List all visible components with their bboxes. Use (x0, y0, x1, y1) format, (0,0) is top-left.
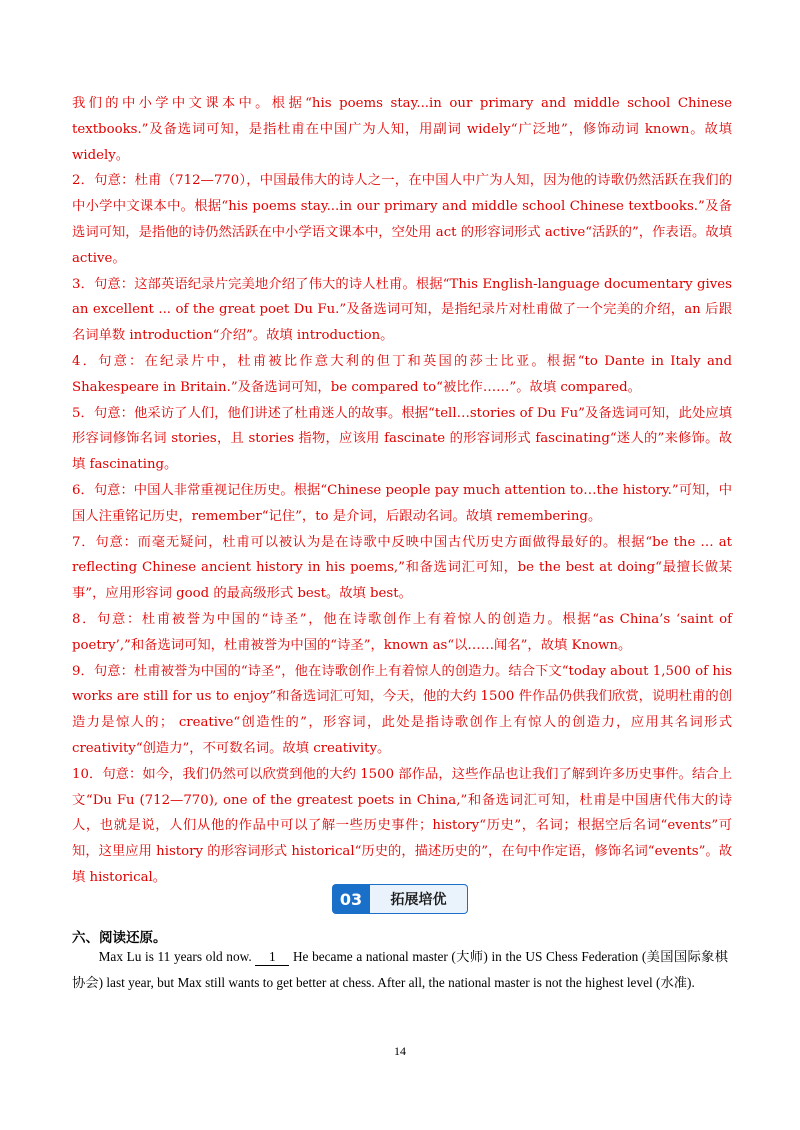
answer-paragraph: 我们的中小学中文课本中。根据“his poems stay...in our primary and middle school Chinese textbooks.”及备选词可知，是指杜甫在中国广为人知，用副词 widely“广泛地”，修饰动词 known。故填 widely。 (72, 96, 732, 163)
answer-explanations (72, 91, 732, 891)
answer-paragraph: 3．句意：这部英语纪录片完美地介绍了伟大的诗人杜甫。根据“This English-language documentary gives an excellent ... of the great poet Du Fu.”及备选词可知，是指纪录片对杜甫做了一个完美的介绍，an 后跟名词单数 introduction“介绍”。故填 introduction。 (72, 276, 732, 344)
passage-text-rest: He became a national master (大师) in the US Chess Federation (美国国际象棋协会) last year, but Max still wants to get better at chess. After all, the national master is not the highest level (水准). (72, 949, 729, 990)
answer-paragraph: 8．句意：杜甫被誉为中国的“诗圣”，他在诗歌创作上有着惊人的创造力。根据“as China’s ‘saint of poetry’,”和备选词可知，杜甫被誉为中国的“诗圣”，known as“以……闻名”，故填 Known。 (72, 611, 732, 653)
answer-paragraph: 2．句意：杜甫（712—770），中国最伟大的诗人之一，在中国人中广为人知，因为他的诗歌仍然活跃在我们的中小学中文课本中。根据“his poems stay...in our primary and middle school Chinese textbooks.”及备选词可知，是指他的诗仍然活跃在中小学语文课本中，空处用 act 的形容词形式 active“活跃的”，作表语。故填 active。 (72, 173, 732, 266)
passage-text-start: Max Lu is 11 years old now. (98, 949, 256, 964)
banner-title: 拓展培优 (370, 884, 468, 914)
answer-paragraph: 5．句意：他采访了人们，他们讲述了杜甫迷人的故事。根据“tell…stories of Du Fu”及备选词可知，此处应填形容词修饰名词 stories，且 stories 指物，应该用 fascinate 的形容词形式 fascinating“迷人的”来修饰。故填 fascinating。 (72, 405, 732, 473)
answer-paragraph: 4．句意：在纪录片中，杜甫被比作意大利的但丁和英国的莎士比亚。根据“to Dante in Italy and Shakespeare in Britain.”及备选词可知，be compared to“被比作……”。故填 compared。 (72, 353, 732, 395)
section-heading: 六、阅读还原。 (72, 930, 167, 946)
answer-paragraph: 7．句意：而毫无疑问，杜甫可以被认为是在诗歌中反映中国古代历史方面做得最好的。根据“be the … at reflecting Chinese ancient history in his poems,”和备选词汇可知，be the best at doing“最擅长做某事”，应用形容词 good 的最高级形式 best。故填 best。 (72, 534, 732, 602)
banner-number: 03 (332, 884, 370, 914)
answer-blank: 1 (255, 949, 289, 966)
section-banner (332, 884, 468, 914)
page-number: 14 (394, 1044, 406, 1058)
reading-passage (72, 944, 728, 996)
answer-paragraph: 6．句意：中国人非常重视记住历史。根据“Chinese people pay much attention to…the history.”可知，中国人注重铭记历史，remember“记住”，to 是介词，后跟动名词。故填 remembering。 (72, 482, 732, 524)
answer-paragraph: 9．句意：杜甫被誉为中国的“诗圣”，他在诗歌创作上有着惊人的创造力。结合下文“today about 1,500 of his works are still for us to enjoy”和备选词汇可知，今天，他的大约 1500 件作品仍供我们欣赏，说明杜甫的创造力是惊人的； creative“创造性的”，形容词，此处是指诗歌创作上有惊人的创造力，应用其名词形式 creativity“创造力”，不可数名词。故填 creativity。 (72, 663, 732, 756)
answer-paragraph: 10．句意：如今，我们仍然可以欣赏到他的大约 1500 部作品，这些作品也让我们了解到许多历史事件。结合上文“Du Fu (712—770), one of the greatest poets in China,”和备选词汇可知，杜甫是中国唐代伟大的诗人，也就是说，人们从他的作品中可以了解一些历史事件；history“历史”，名词；根据空后名词“events”可知，这里应用 history 的形容词形式 historical“历史的，描述历史的”，在句中作定语，修饰名词“events”。故填 historical。 (72, 766, 732, 885)
